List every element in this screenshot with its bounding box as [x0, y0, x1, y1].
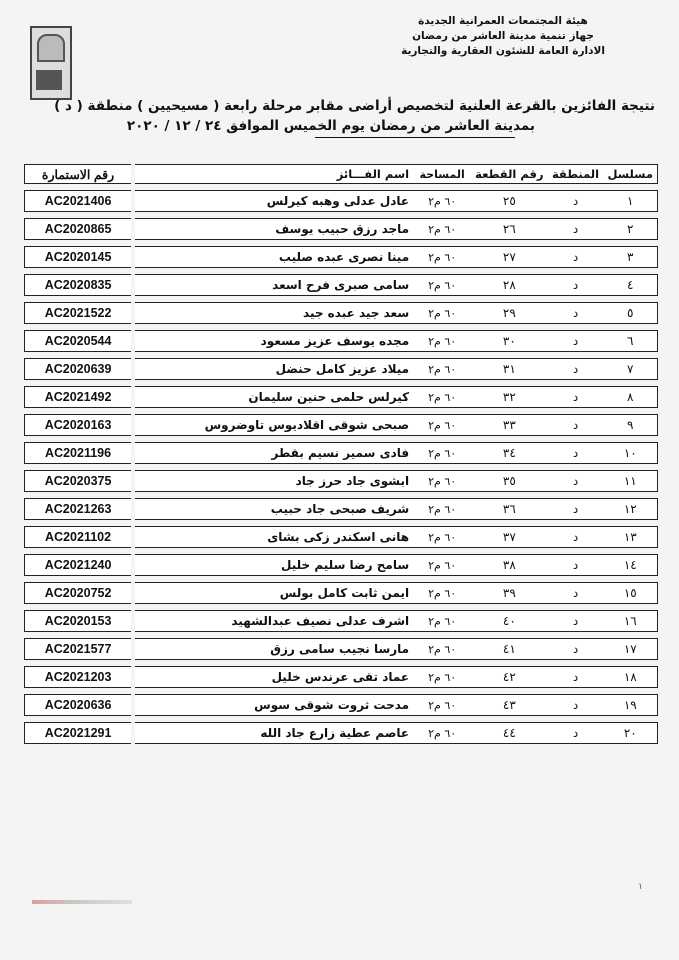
column-gap [131, 190, 135, 212]
logo-base-shape [36, 70, 62, 90]
cell-serial: ١٧ [604, 638, 658, 660]
cell-area: ٦٠ م٢ [413, 722, 471, 744]
cell-area: ٦٠ م٢ [413, 246, 471, 268]
column-gap [131, 554, 135, 576]
cell-name: سامح رضا سليم خليل [135, 554, 413, 576]
column-gap [131, 274, 135, 296]
cell-plot: ٣٤ [471, 442, 547, 464]
cell-form: AC2021577 [24, 638, 131, 660]
cell-serial: ١٨ [604, 666, 658, 688]
table-row [24, 330, 658, 352]
cell-area: ٦٠ م٢ [413, 610, 471, 632]
table-row [24, 246, 658, 268]
cell-serial: ٤ [604, 274, 658, 296]
column-gap [131, 582, 135, 604]
column-gap [131, 246, 135, 268]
table-row [24, 638, 658, 660]
cell-plot: ٣١ [471, 358, 547, 380]
table-row [24, 722, 658, 744]
column-gap [131, 610, 135, 632]
header-name: اسم الفـــائز [135, 164, 413, 184]
cell-form: AC2021492 [24, 386, 131, 408]
cell-plot: ٣٨ [471, 554, 547, 576]
cell-form: AC2021522 [24, 302, 131, 324]
column-gap [131, 414, 135, 436]
cell-area: ٦٠ م٢ [413, 386, 471, 408]
cell-zone: د [548, 498, 604, 520]
cell-name: ماجد رزق حبيب يوسف [135, 218, 413, 240]
column-gap [131, 330, 135, 352]
cell-plot: ٣٩ [471, 582, 547, 604]
cell-name: ابشوى جاد حرز جاد [135, 470, 413, 492]
cell-form: AC2020153 [24, 610, 131, 632]
title-line-2: بمدينة العاشر من رمضان يوم الخميس الموافق ٢٤ / ١٢ / ٢٠٢٠ [126, 118, 535, 134]
cell-serial: ٥ [604, 302, 658, 324]
cell-form: AC2020636 [24, 694, 131, 716]
cell-serial: ١٩ [604, 694, 658, 716]
cell-zone: د [548, 554, 604, 576]
cell-plot: ٢٨ [471, 274, 547, 296]
cell-zone: د [548, 218, 604, 240]
table-row [24, 442, 658, 464]
column-gap [131, 666, 135, 688]
cell-serial: ١٠ [604, 442, 658, 464]
header-line: الادارة العامة للشئون العقارية والتجارية [401, 45, 605, 57]
cell-area: ٦٠ م٢ [413, 638, 471, 660]
cell-form: AC2021102 [24, 526, 131, 548]
header-form: رقم الاستمارة [24, 164, 131, 184]
cell-zone: د [548, 470, 604, 492]
table-row [24, 302, 658, 324]
table-row [24, 190, 658, 212]
cell-name: صبحى شوقى اقلاديوس تاوضروس [135, 414, 413, 436]
cell-form: AC2020375 [24, 470, 131, 492]
cell-name: سامى صبرى فرح اسعد [135, 274, 413, 296]
cell-serial: ٢٠ [604, 722, 658, 744]
column-gap [131, 470, 135, 492]
cell-area: ٦٠ م٢ [413, 554, 471, 576]
table-row [24, 498, 658, 520]
column-gap [131, 722, 135, 744]
cell-plot: ٢٩ [471, 302, 547, 324]
cell-plot: ٣٦ [471, 498, 547, 520]
cell-area: ٦٠ م٢ [413, 694, 471, 716]
cell-serial: ٧ [604, 358, 658, 380]
header-line: هيئة المجتمعات العمرانية الجديدة [418, 15, 588, 27]
header-area: المساحة [413, 164, 471, 184]
cell-area: ٦٠ م٢ [413, 442, 471, 464]
table-row [24, 274, 658, 296]
cell-form: AC2021291 [24, 722, 131, 744]
cell-plot: ٣٠ [471, 330, 547, 352]
cell-zone: د [548, 386, 604, 408]
title-line-1: نتيجة الفائزين بالقرعة العلنية لتخصيص أراضى مقابر مرحلة رابعة ( مسيحيين ) منطقة ( د ) [54, 98, 655, 114]
cell-serial: ١ [604, 190, 658, 212]
cell-area: ٦٠ م٢ [413, 526, 471, 548]
cell-plot: ٢٧ [471, 246, 547, 268]
cell-area: ٦٠ م٢ [413, 330, 471, 352]
table-row [24, 582, 658, 604]
header-zone: المنطقة [548, 164, 604, 184]
cell-form: AC2020752 [24, 582, 131, 604]
cell-plot: ٣٥ [471, 470, 547, 492]
cell-form: AC2020163 [24, 414, 131, 436]
cell-serial: ١٤ [604, 554, 658, 576]
cell-area: ٦٠ م٢ [413, 414, 471, 436]
cell-zone: د [548, 442, 604, 464]
cell-serial: ١٢ [604, 498, 658, 520]
column-gap [131, 358, 135, 380]
cell-name: كيرلس حلمى حنين سليمان [135, 386, 413, 408]
table-row [24, 554, 658, 576]
cell-area: ٦٠ م٢ [413, 274, 471, 296]
cell-zone: د [548, 302, 604, 324]
table-row [24, 694, 658, 716]
cell-area: ٦٠ م٢ [413, 218, 471, 240]
cell-serial: ١٦ [604, 610, 658, 632]
table-row [24, 358, 658, 380]
cell-plot: ٣٣ [471, 414, 547, 436]
column-gap [131, 638, 135, 660]
cell-area: ٦٠ م٢ [413, 302, 471, 324]
cell-form: AC2021406 [24, 190, 131, 212]
table-row [24, 610, 658, 632]
cell-zone: د [548, 190, 604, 212]
cell-zone: د [548, 246, 604, 268]
cell-name: عماد تقى عرندس خليل [135, 666, 413, 688]
table-header-row [24, 164, 658, 184]
header-plot: رقم القطعة [471, 164, 547, 184]
cell-name: هانى اسكندر زكى بشاى [135, 526, 413, 548]
cell-form: AC2021196 [24, 442, 131, 464]
cell-plot: ٤٣ [471, 694, 547, 716]
column-gap [131, 498, 135, 520]
authority-header [353, 14, 653, 59]
cell-name: مجده يوسف عزيز مسعود [135, 330, 413, 352]
cell-serial: ١٥ [604, 582, 658, 604]
cell-form: AC2021240 [24, 554, 131, 576]
cell-serial: ٦ [604, 330, 658, 352]
cell-zone: د [548, 638, 604, 660]
table-row [24, 386, 658, 408]
column-gap [131, 526, 135, 548]
cell-serial: ٩ [604, 414, 658, 436]
cell-area: ٦٠ م٢ [413, 358, 471, 380]
table-row [24, 526, 658, 548]
cell-zone: د [548, 694, 604, 716]
cell-zone: د [548, 414, 604, 436]
cell-serial: ١٣ [604, 526, 658, 548]
cell-plot: ٣٧ [471, 526, 547, 548]
cell-serial: ٣ [604, 246, 658, 268]
cell-form: AC2020865 [24, 218, 131, 240]
cell-zone: د [548, 526, 604, 548]
cell-name: فادى سمير نسيم بقطر [135, 442, 413, 464]
cell-zone: د [548, 358, 604, 380]
cell-name: مدحت ثروت شوقى سوس [135, 694, 413, 716]
cell-form: AC2020639 [24, 358, 131, 380]
cell-name: ميلاد عزيز كامل حنضل [135, 358, 413, 380]
cell-zone: د [548, 610, 604, 632]
cell-serial: ١١ [604, 470, 658, 492]
cell-plot: ٣٢ [471, 386, 547, 408]
column-gap [131, 302, 135, 324]
cell-zone: د [548, 722, 604, 744]
column-gap [131, 386, 135, 408]
title-underline [315, 137, 515, 138]
cell-area: ٦٠ م٢ [413, 582, 471, 604]
cell-name: سعد جيد عبده جيد [135, 302, 413, 324]
cell-zone: د [548, 582, 604, 604]
cell-name: مينا نصرى عبده صليب [135, 246, 413, 268]
cell-area: ٦٠ م٢ [413, 190, 471, 212]
cell-name: عاصم عطية زارع جاد الله [135, 722, 413, 744]
cell-plot: ٢٥ [471, 190, 547, 212]
page-number: ١ [638, 882, 643, 892]
authority-logo [30, 26, 72, 100]
header-line: جهاز تنمية مدينة العاشر من رمضان [412, 30, 594, 42]
column-gap [131, 164, 135, 184]
cell-form: AC2021203 [24, 666, 131, 688]
cell-zone: د [548, 330, 604, 352]
header-serial: مسلسل [604, 164, 658, 184]
cell-form: AC2020145 [24, 246, 131, 268]
table-row [24, 666, 658, 688]
cell-plot: ٤٤ [471, 722, 547, 744]
table-row [24, 470, 658, 492]
cell-zone: د [548, 274, 604, 296]
cell-name: اشرف عدلى نصيف عبدالشهيد [135, 610, 413, 632]
cell-name: عادل عدلى وهبه كيرلس [135, 190, 413, 212]
cell-form: AC2020835 [24, 274, 131, 296]
cell-zone: د [548, 666, 604, 688]
column-gap [131, 442, 135, 464]
cell-serial: ٢ [604, 218, 658, 240]
winners-table [24, 158, 658, 750]
cell-plot: ٤٢ [471, 666, 547, 688]
scan-smudge [32, 900, 132, 904]
cell-area: ٦٠ م٢ [413, 666, 471, 688]
column-gap [131, 694, 135, 716]
cell-serial: ٨ [604, 386, 658, 408]
table-row [24, 414, 658, 436]
cell-plot: ٢٦ [471, 218, 547, 240]
cell-form: AC2020544 [24, 330, 131, 352]
logo-arch-shape [37, 34, 65, 62]
cell-plot: ٤٠ [471, 610, 547, 632]
cell-area: ٦٠ م٢ [413, 498, 471, 520]
cell-name: ايمن ثابت كامل بولس [135, 582, 413, 604]
document-title [54, 96, 655, 136]
cell-form: AC2021263 [24, 498, 131, 520]
table-row [24, 218, 658, 240]
cell-plot: ٤١ [471, 638, 547, 660]
cell-name: شريف صبحى جاد حبيب [135, 498, 413, 520]
column-gap [131, 218, 135, 240]
cell-area: ٦٠ م٢ [413, 470, 471, 492]
cell-name: مارسا نجيب سامى رزق [135, 638, 413, 660]
